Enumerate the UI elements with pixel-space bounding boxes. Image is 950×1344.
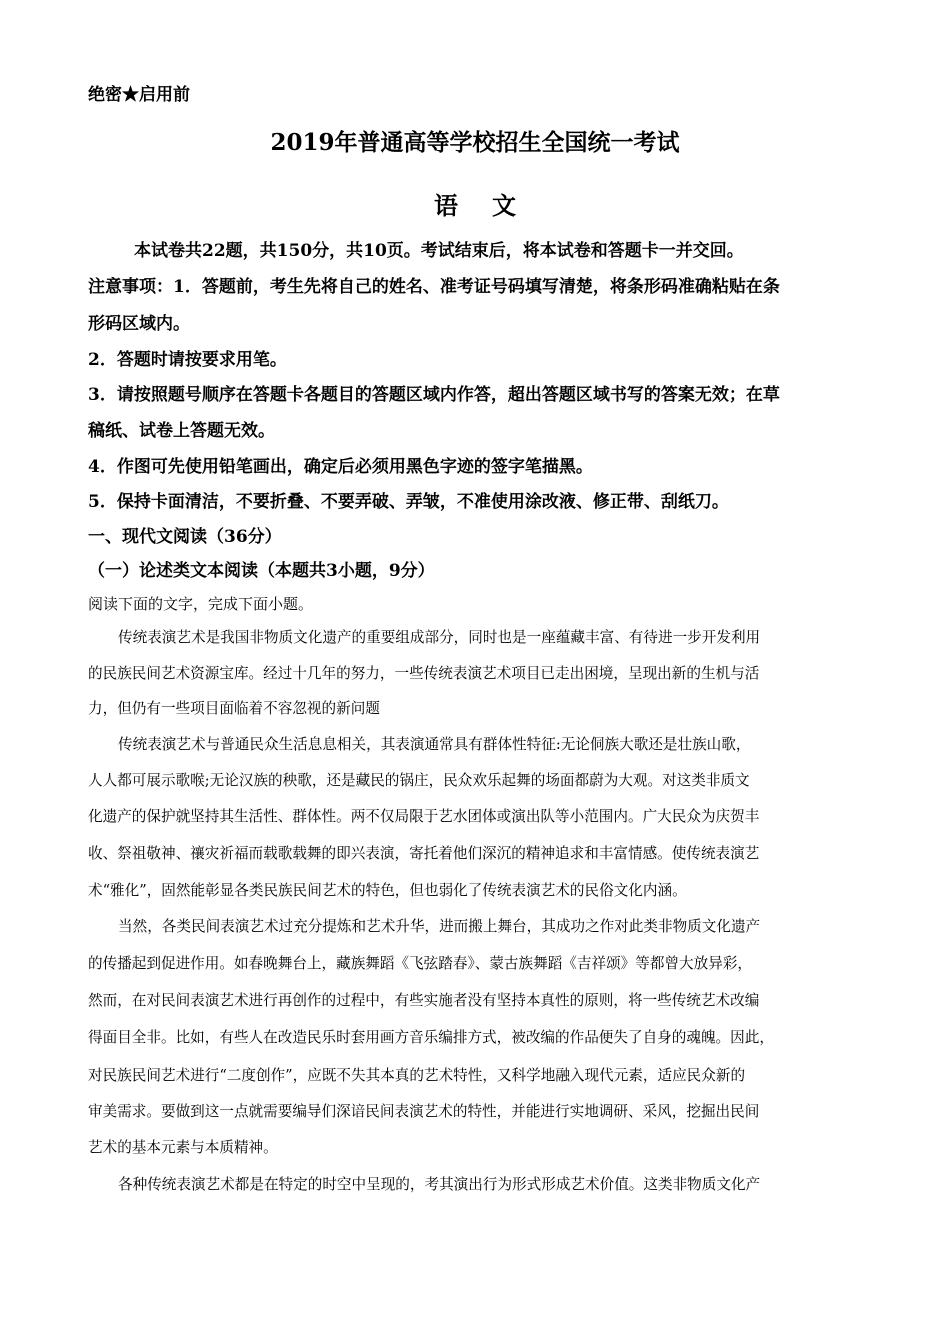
notice-item-2: 2．答题时请按要求用笔。 [88, 350, 287, 370]
passage-line: 传统表演艺术是我国非物质文化遗产的重要组成部分，同时也是一座蕴藏丰富、有待进一步开发利用 [118, 629, 761, 646]
notice-item-3b: 稿纸、试卷上答题无效。 [88, 421, 275, 441]
passage-line: 传统表演艺术与普通民众生活息息相关，其表演通常具有群体性特征:无论侗族大歌还是壮族山歌， [118, 736, 751, 753]
passage-line: 然而，在对民间表演艺术进行再创作的过程中，有些实施者没有坚持本真性的原则，将一些传统艺术改编 [88, 992, 760, 1009]
secret-mark: 绝密★启用前 [88, 85, 190, 105]
passage-line: 当然，各类民间表演艺术过充分提炼和艺术升华，进而搬上舞台，其成功之作对此类非物质文化遗产 [118, 918, 761, 935]
passage-line: 收、祭祖敬神、禳灾祈福而载歌载舞的即兴表演，寄托着他们深沉的精神追求和丰富情感。使传统表演艺 [88, 845, 760, 862]
notice-item-4: 4．作图可先使用铅笔画出，确定后必须用黑色字迹的签字笔描黑。 [88, 457, 593, 477]
passage-line: 得面目全非。比如，有些人在改造民乐时套用画方音乐编排方式，被改编的作品便失了自身的魂魄。因此， [88, 1029, 774, 1046]
intro-text: 本试卷共22题，共150分，共10页。考试结束后，将本试卷和答题卡一并交回。 [134, 241, 744, 261]
passage-line: 艺术的基本元素与本质精神。 [88, 1139, 278, 1156]
part1-heading: 一、现代文阅读（36分） [88, 527, 282, 547]
passage-line: 力，但仍有一些项目面临着不容忽视的新问题 [88, 700, 380, 717]
passage-line: 对民族民间艺术进行“二度创作”，应既不失其本真的艺术特性，又科学地融入现代元素，适应民众新的 [88, 1067, 746, 1084]
subject-title: 语文 [434, 191, 550, 220]
exam-title: 2019年普通高等学校招生全国统一考试 [270, 129, 680, 156]
passage-line: 术“雅化”，固然能彰显各类民族民间艺术的特色，但也弱化了传统表演艺术的民俗文化内涵。 [88, 882, 687, 899]
notice-line-1: 注意事项：1．答题前，考生先将自己的姓名、准考证号码填写清楚，将条形码准确粘贴在条 [88, 277, 780, 297]
notice-item-3a: 3．请按照题号顺序在答题卡各题目的答题区域内作答，超出答题区域书写的答案无效；在草 [88, 385, 780, 405]
passage-line: 审美需求。要做到这一点就需要编导们深谙民间表演艺术的特性，并能进行实地调研、采风，挖掘出民间 [88, 1103, 760, 1120]
passage-line: 的民族民间艺术资源宝库。经过十几年的努力，一些传统表演艺术项目已走出困境，呈现出新的生机与活 [88, 665, 760, 682]
notice-line-1b: 形码区域内。 [88, 314, 190, 334]
notice-item-5: 5．保持卡面清洁，不要折叠、不要弄破、弄皱，不准使用涂改液、修正带、刮纸刀。 [88, 492, 729, 512]
sub1-heading: （一）论述类文本阅读（本题共3小题，9分） [88, 561, 435, 581]
passage-line: 各种传统表演艺术都是在特定的时空中呈现的，考其演出行为形式形成艺术价值。这类非物质文化产 [118, 1176, 761, 1193]
passage-line: 人人都可展示歌喉;无论汉族的秧歌，还是藏民的锅庄，民众欢乐起舞的场面都蔚为大观。对这类非质文 [88, 772, 750, 789]
passage-line: 化遗产的保护就坚持其生活性、群体性。两不仅局限于艺水团体或演出队等小范围内。广大民众为庆贺丰 [88, 808, 760, 825]
passage-line: 的传播起到促进作用。如春晚舞台上，藏族舞蹈《飞弦踏春》、蒙古族舞蹈《吉祥颂》等都曾大放异彩， [88, 955, 753, 972]
reading-instruction: 阅读下面的文字，完成下面小题。 [88, 595, 314, 613]
